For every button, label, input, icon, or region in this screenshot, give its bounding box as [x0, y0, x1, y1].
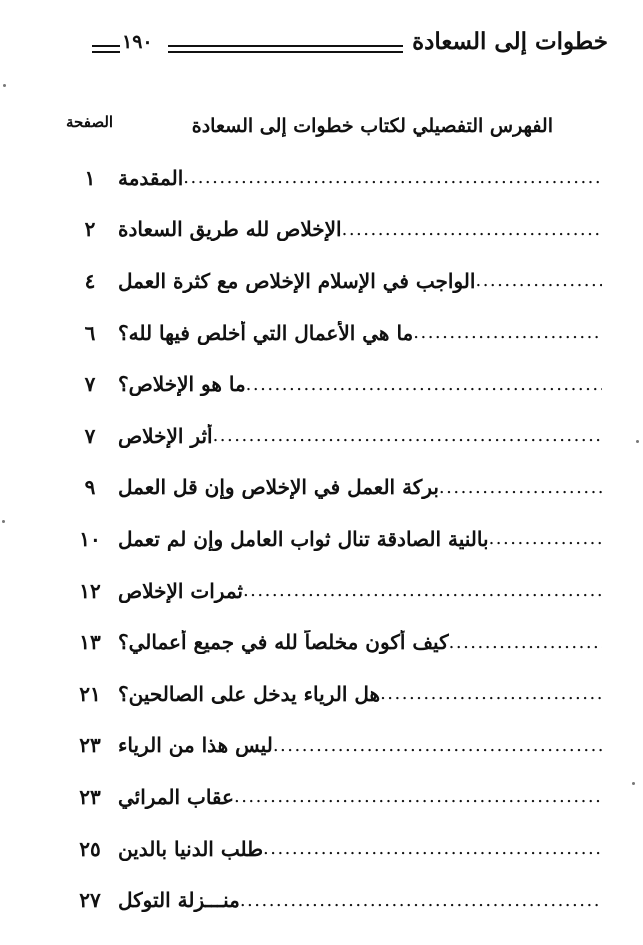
dot-leader	[183, 167, 602, 188]
toc-entry	[68, 616, 602, 668]
scan-speck	[636, 440, 639, 443]
toc-entry-title: ليس هذا من الرياء	[118, 733, 273, 758]
toc-entry-page: ١٢	[79, 578, 101, 603]
toc-entry	[68, 255, 602, 307]
toc-entry	[68, 720, 602, 772]
toc-entry	[68, 307, 602, 359]
toc-entry-page: ٢٣	[79, 733, 101, 758]
toc-entry-page: ١٠	[79, 526, 101, 551]
page-column-label: الصفحة	[66, 113, 114, 131]
dot-leader	[439, 477, 602, 498]
dot-leader	[243, 580, 602, 601]
toc-entry	[68, 668, 602, 720]
toc-entry-page: ٧	[84, 423, 96, 448]
dot-leader	[234, 786, 602, 807]
toc-entry-page: ١٣	[79, 630, 101, 655]
dot-leader	[380, 683, 602, 704]
dot-leader	[213, 425, 602, 446]
dot-leader	[489, 528, 602, 549]
toc-entry-title: أثر الإخلاص	[118, 423, 213, 448]
toc-entry-title: ما هو الإخلاص؟	[118, 372, 246, 397]
toc-entry-page: ٢١	[79, 681, 101, 706]
scan-speck	[3, 84, 6, 87]
toc-entry	[68, 204, 602, 256]
toc-entry	[68, 462, 602, 514]
toc-entry	[68, 513, 602, 565]
dot-leader	[413, 322, 602, 343]
toc-entry-page: ٢٧	[79, 888, 101, 913]
toc-entry-title: كيف أكون مخلصاً لله في جميع أعمالي؟	[118, 630, 449, 655]
toc-entry-title: طلب الدنيا بالدين	[118, 836, 263, 861]
toc-entry	[68, 152, 602, 204]
scan-speck	[2, 520, 5, 523]
header-rule-short	[92, 45, 120, 53]
toc-entry-title: ثمرات الإخلاص	[118, 578, 243, 603]
header-book-title: خطوات إلى السعادة	[412, 28, 608, 55]
dot-leader	[246, 374, 602, 395]
toc-entry-page: ٢٥	[79, 836, 101, 861]
dot-leader	[449, 632, 602, 653]
toc-entry-title: المقدمة	[118, 165, 184, 190]
toc-entry-page: ٢	[84, 217, 96, 242]
toc-title: الفهرس التفصيلي لكتاب خطوات إلى السعادة	[191, 115, 553, 137]
toc-entry	[68, 565, 602, 617]
toc-entry-title: هل الرياء يدخل على الصالحين؟	[118, 681, 381, 706]
toc-entry-title: الواجب في الإسلام الإخلاص مع كثرة العمل	[118, 268, 476, 293]
toc-entry	[68, 410, 602, 462]
toc-entry-page: ٢٣	[79, 784, 101, 809]
toc-entry	[68, 874, 602, 926]
toc-entry-title: بركة العمل في الإخلاص وإن قل العمل	[118, 475, 439, 500]
toc-entry-page: ٧	[84, 372, 96, 397]
header-page-number: ١٩٠	[122, 31, 153, 53]
toc-entry	[68, 823, 602, 875]
dot-leader	[342, 219, 602, 240]
toc-entry-title: الإخلاص لله طريق السعادة	[118, 217, 342, 242]
running-header	[92, 28, 608, 68]
toc-entry-title: منـــزلة التوكل	[118, 888, 240, 913]
toc-entry-page: ٦	[84, 320, 96, 345]
dot-leader	[273, 735, 602, 756]
toc-entry-page: ٩	[84, 475, 96, 500]
toc-entry-title: ما هي الأعمال التي أخلص فيها لله؟	[118, 320, 414, 345]
toc-entry-page: ١	[84, 165, 96, 190]
toc-entry-title: عقاب المرائي	[118, 784, 234, 809]
dot-leader	[240, 890, 602, 911]
toc-list	[68, 152, 602, 926]
toc-entry	[68, 358, 602, 410]
dot-leader	[475, 270, 602, 291]
header-rule	[168, 45, 403, 53]
toc-entry	[68, 771, 602, 823]
toc-entry-page: ٤	[84, 268, 96, 293]
toc-entry-title: بالنية الصادقة تنال ثواب العامل وإن لم تعمل	[118, 526, 489, 551]
dot-leader	[263, 838, 602, 859]
scan-speck	[632, 782, 635, 785]
